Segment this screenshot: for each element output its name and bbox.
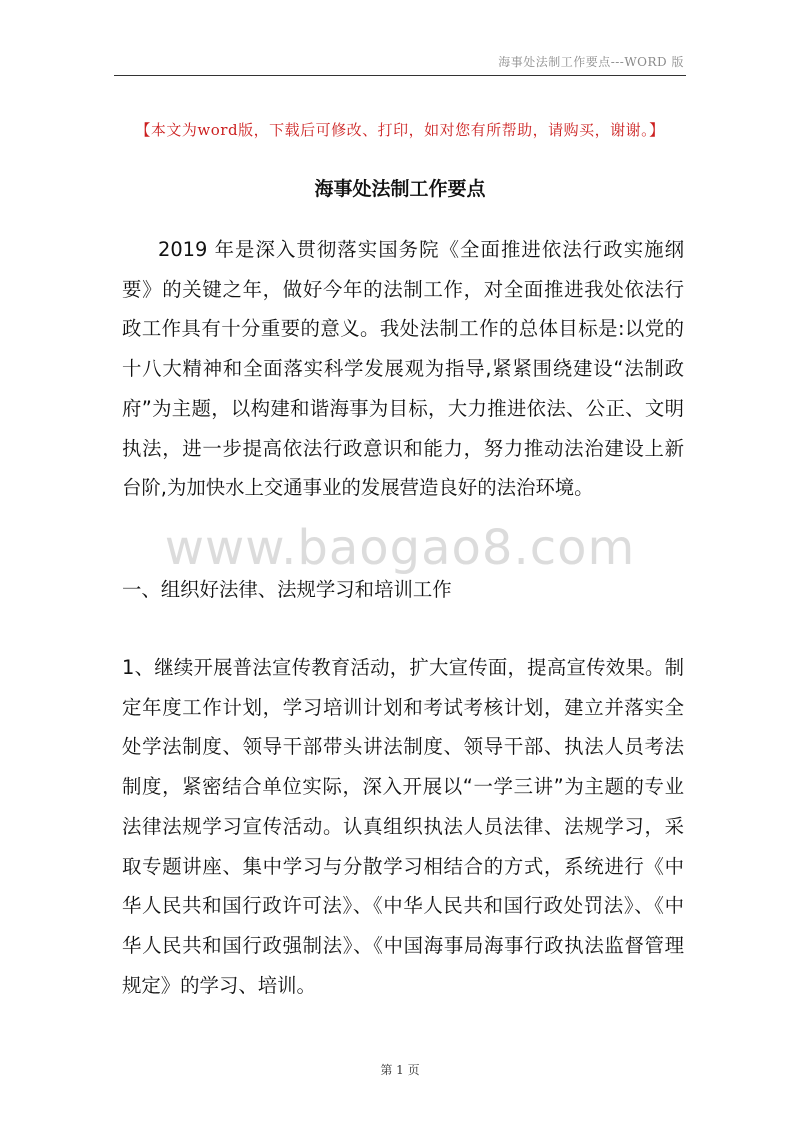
watermark: www.baogao8.com [164,520,636,576]
purchase-notice: 【本文为word版，下载后可修改、打印，如对您有所帮助，请购买，谢谢。】 [135,121,665,139]
section-heading: 一、组织好法律、法规学习和培训工作 [122,578,452,601]
intro-paragraph: 2019 年是深入贯彻落实国务院《全面推进依法行政实施纲要》的关键之年，做好今年的法制工作，对全面推进我处依法行政工作具有十分重要的意义。我处法制工作的总体目标是:以党的十八大精神和全面落实科学发展观为指导,紧紧围绕建设“法制政府”为主题，以构建和谐海事为目标，大力推进依法、公正、文明执法，进一步提高依法行政意识和能力，努力推动法治建设上新台阶,为加快水上交通事业的发展营造良好的法治环境。 [122,238,684,500]
document-title: 海事处法制工作要点 [314,178,486,200]
header-divider [114,75,686,76]
item-paragraph: 1、继续开展普法宣传教育活动，扩大宣传面，提高宣传效果。制定年度工作计划，学习培训计划和考试考核计划，建立并落实全处学法制度、领导干部带头讲法制度、领导干部、执法人员考法制度，紧密结合单位实际，深入开展以“一学三讲”为主题的专业法律法规学习宣传活动。认真组织执法人员法律、法规学习，采取专题讲座、集中学习与分散学习相结合的方式，系统进行《中华人民共和国行政许可法》、《中华人民共和国行政处罚法》、《中华人民共和国行政强制法》、《中国海事局海事行政执法监督管理规定》的学习、培训。 [122,656,684,997]
page-number: 第 1 页 [380,1063,420,1077]
running-header: 海事处法制工作要点---WORD 版 [498,55,684,69]
